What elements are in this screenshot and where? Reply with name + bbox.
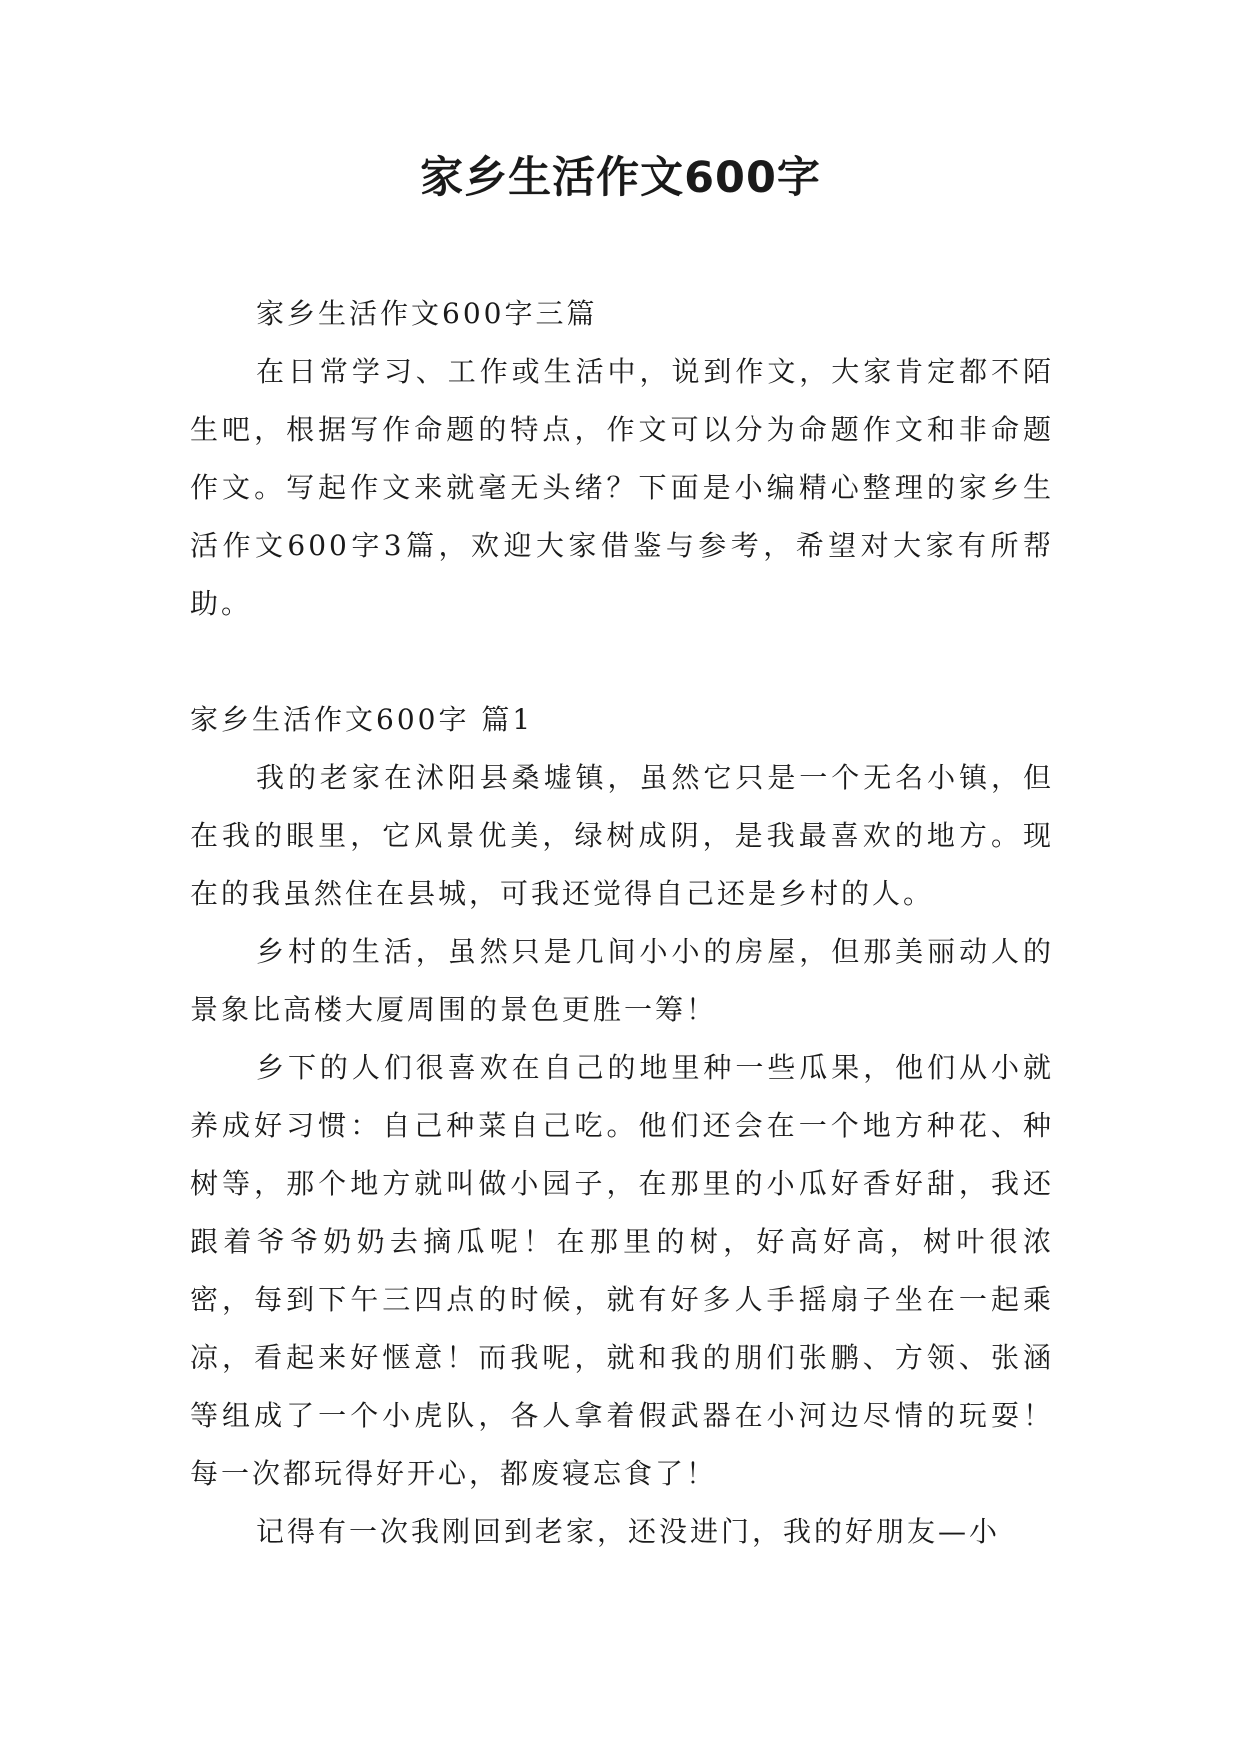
- section-spacer: [190, 633, 1054, 691]
- document-subtitle: 家乡生活作文600字三篇: [256, 297, 598, 330]
- document-body: [190, 285, 1054, 1561]
- body-paragraph-3: 乡下的人们很喜欢在自己的地里种一些瓜果，他们从小就养成好习惯：自己种菜自己吃。他们还会在一个地方种花、种树等，那个地方就叫做小园子，在那里的小瓜好香好甜，我还跟着爷爷奶奶去摘瓜呢！在那里的树，好高好高，树叶很浓密，每到下午三四点的时候，就有好多人手摇扇子坐在一起乘凉，看起来好惬意！而我呢，就和我的朋们张鹏、方领、张涵等组成了一个小虎队，各人拿着假武器在小河边尽情的玩耍！每一次都玩得好开心，都废寝忘食了！: [190, 1051, 1054, 1490]
- intro-paragraph: 在日常学习、工作或生活中，说到作文，大家肯定都不陌生吧，根据写作命题的特点，作文可以分为命题作文和非命题作文。写起作文来就毫无头绪？下面是小编精心整理的家乡生活作文600字3篇，欢迎大家借鉴与参考，希望对大家有所帮助。: [190, 355, 1054, 620]
- document-title: 家乡生活作文600字: [420, 153, 821, 203]
- section-heading: 家乡生活作文600字 篇1: [190, 703, 534, 736]
- body-paragraph-2: 乡村的生活，虽然只是几间小小的房屋，但那美丽动人的景象比高楼大厦周围的景色更胜一筹！: [190, 935, 1054, 1026]
- body-paragraph-1: 我的老家在沭阳县桑墟镇，虽然它只是一个无名小镇，但在我的眼里，它风景优美，绿树成阴，是我最喜欢的地方。现在的我虽然住在县城，可我还觉得自己还是乡村的人。: [190, 761, 1054, 910]
- body-paragraph-4: 记得有一次我刚回到老家，还没进门，我的好朋友—小: [256, 1515, 1001, 1548]
